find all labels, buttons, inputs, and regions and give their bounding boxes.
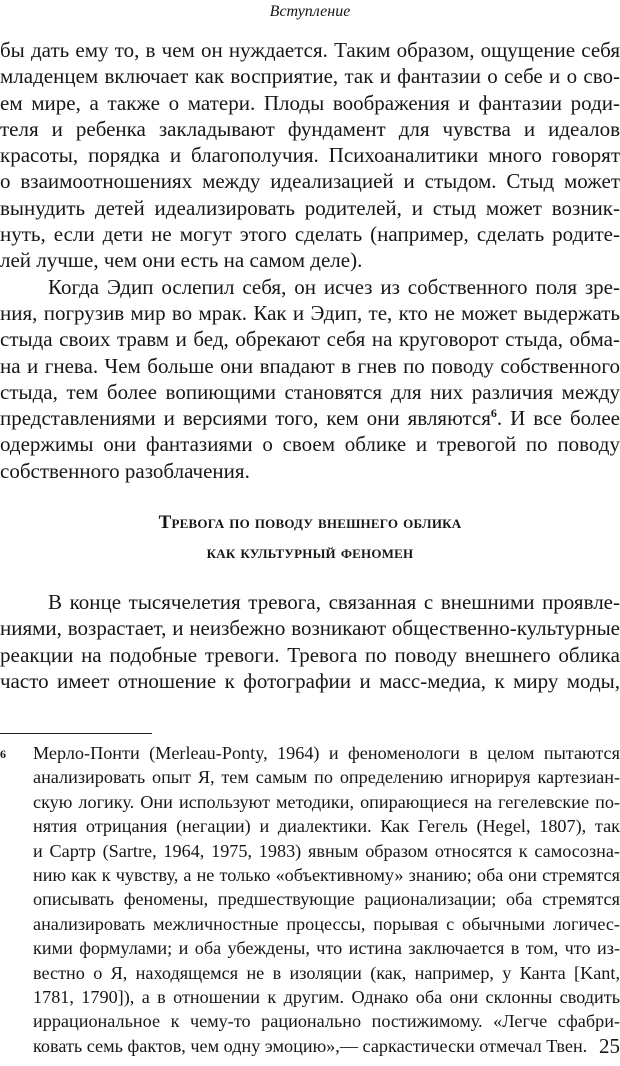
paragraph-2: [0, 274, 620, 484]
footnote-line: нятия отрицания (негации) и диалектики. Как Гегель (Hegel, 1807), так: [33, 816, 620, 837]
footnote-reference[interactable]: 6: [490, 406, 497, 421]
footnote-line: вестно о Я, находящемся не в изоляции (как, например, у Канта [Kant,: [33, 962, 620, 983]
text-line: стыда, тем более вопиющими становятся для них различия между: [0, 379, 620, 404]
running-head: Вступление: [269, 3, 351, 20]
text-line: на и гнева. Чем больше они впадают в гнев по поводу собственного: [0, 353, 620, 378]
text-line: реакции на подобные тревоги. Тревога по поводу внешнего облика: [0, 642, 620, 667]
text-segment: представлениями и версиями того, кем они являются: [0, 406, 491, 431]
text-line: о взаимоотношениях между идеализацией и стыдом. Стыд может: [0, 169, 620, 194]
text-line: ем мире, а также о матери. Плоды воображения и фантазии роди-: [0, 90, 620, 115]
text-line: нуть, если дети не могут этого сделать (например, сделать родите-: [0, 222, 620, 247]
text-line: ния, погрузив мир во мрак. Как и Эдип, те, кто не может выдержать: [0, 300, 620, 325]
footnote-line: 1781, 1790]), а в отношении к другим. Однако оба они склонны сводить: [33, 986, 620, 1007]
footnote-line: нию как к чувству, а не только «объективному» знанию; оба они стремятся: [33, 864, 620, 885]
footnote-line: скую логику. Они используют методики, опирающиеся на гегелевские по-: [33, 791, 620, 812]
paragraph-3: [0, 589, 620, 694]
footnote-body: [33, 741, 620, 1058]
text-line: младенцем включает как восприятие, так и фантазии о себе и о сво-: [0, 64, 620, 89]
footnote: [0, 741, 620, 1058]
footnote-divider: [0, 733, 152, 734]
footnote-line: анализировать межличностные процессы, порывая с обычными логичес-: [33, 913, 620, 934]
text-line: вынудить детей идеализировать родителей, и стыд может возник-: [0, 195, 620, 220]
text-line: теля и ребенка закладывают фундамент для чувства и идеалов: [0, 116, 620, 141]
main-text: [0, 37, 620, 484]
footnote-line: Мерло-Понти (Merleau-Ponty, 1964) и феноменологи в целом пытаются: [33, 743, 620, 763]
text-line: [0, 405, 620, 431]
footnote-line: кими формулами; и оба убеждены, что истина заключается в том, что из-: [33, 938, 620, 959]
text-line: одержимы они фантазиями о своем облике и тревогой по поводу: [0, 432, 620, 457]
paragraph-1: [0, 37, 620, 274]
footnote-line: иррациональное к чему-то рационально постижимому. «Легче сфабри-: [33, 1011, 620, 1032]
text-line: бы дать ему то, в чем он нуждается. Таким образом, ощущение себя: [0, 38, 620, 62]
footnote-line: описывать феномены, предшествующие рационализации; оба стремятся: [33, 889, 620, 910]
footnote-line: ковать семь фактов, чем одну эмоцию»,— саркастически отмечал Твен.: [33, 1035, 588, 1056]
footnote-line: и Сартр (Sartre, 1964, 1975, 1983) явным образом относятся к самосозна-: [33, 840, 620, 861]
footnote-line: анализировать опыт Я, тем самым по определению игнорируя картезиан-: [33, 767, 620, 788]
text-line: собственного разоблачения.: [0, 458, 250, 483]
footnote-marker: 6: [0, 747, 6, 761]
text-line: ниями, возрастает, и неизбежно возникают общественно-культурные: [0, 616, 620, 641]
text-line: В конце тысячелетия тревога, связанная с внешними проявле-: [48, 590, 620, 614]
text-line: красоты, порядка и благополучия. Психоаналитики много говорят: [0, 143, 620, 168]
text-line: стыда своих травм и бед, обрекают себя на круговорот стыда, обма-: [0, 327, 620, 352]
text-line: часто имеет отношение к фотографии и масс-медиа, к миру моды,: [0, 668, 620, 693]
page-number: 25: [599, 1034, 620, 1058]
text-segment: . И все более: [496, 406, 620, 431]
section-heading-line-1: Тревога по поводу внешнего облика: [158, 512, 462, 533]
text-line: Когда Эдип ослепил себя, он исчез из собственного поля зре-: [48, 274, 620, 299]
section-heading: [0, 508, 620, 568]
section-heading-line-2: как культурный феномен: [206, 542, 414, 563]
text-line: лей лучше, чем они есть на самом деле).: [0, 248, 363, 273]
